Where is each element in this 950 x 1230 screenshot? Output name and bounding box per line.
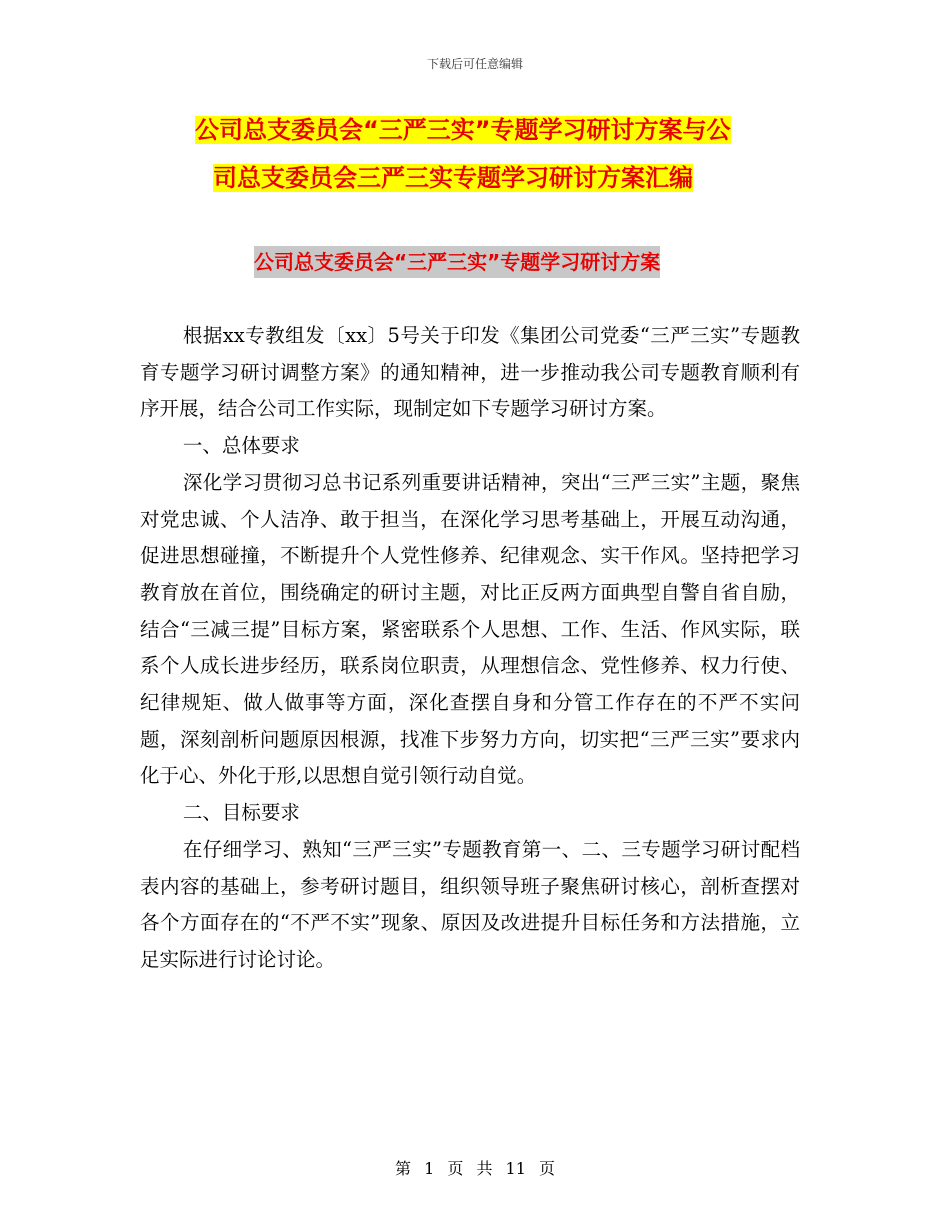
document-title [195, 106, 815, 202]
target-requirements-paragraph: 在仔细学习、熟知“三严三实”专题教育第一、二、三专题学习研讨配档表内容的基础上，参考研讨题目，组织领导班子聚焦研讨核心，剖析查摆对各个方面存在的“不严不实”现象、原因及改进提升目标任务和方法措施，立足实际进行讨论讨论。 [140, 837, 800, 971]
header-note: 下载后可任意编辑 [426, 57, 523, 71]
title-line-1 [195, 106, 815, 154]
title-line-2 [195, 154, 815, 202]
section-heading-general-requirements: 一、总体要求 [182, 434, 300, 458]
document-body [140, 318, 800, 979]
general-requirements-paragraph: 深化学习贯彻习总书记系列重要讲话精神，突出“三严三实”主题，聚焦对党忠诚、个人洁净、敢于担当，在深化学习思考基础上，开展互动沟通，促进思想碰撞，不断提升个人党性修养、纪律观念、实干作风。坚持把学习教育放在首位，围绕确定的研讨主题，对比正反两方面典型自警自省自励，结合“三减三提”目标方案，紧密联系个人思想、工作、生活、作风实际，联系个人成长进步经历，联系岗位职责，从理想信念、党性修养、权力行使、纪律规矩、做人做事等方面，深化查摆自身和分管工作存在的不严不实问题，深刻剖析问题原因根源，找准下步努力方向，切实把“三严三实”要求内化于心、外化于形,以思想自觉引领行动自觉。 [140, 470, 800, 788]
page-number-footer: 第 1 页 共 11 页 [395, 1159, 555, 1178]
intro-paragraph: 根据xx专教组发〔xx〕5号关于印发《集团公司党委“三严三实”专题教育专题学习研讨调整方案》的通知精神，进一步推动我公司专题教育顺利有序开展，结合公司工作实际，现制定如下专题学习研讨方案。 [140, 324, 800, 421]
title-line-1-text: 公司总支委员会“三严三实”专题学习研讨方案与公 [195, 116, 731, 144]
section-subtitle: 公司总支委员会“三严三实”专题学习研讨方案 [254, 246, 660, 278]
section-heading-target-requirements: 二、目标要求 [182, 801, 300, 825]
title-line-2-text: 司总支委员会三严三实专题学习研讨方案汇编 [213, 164, 693, 192]
